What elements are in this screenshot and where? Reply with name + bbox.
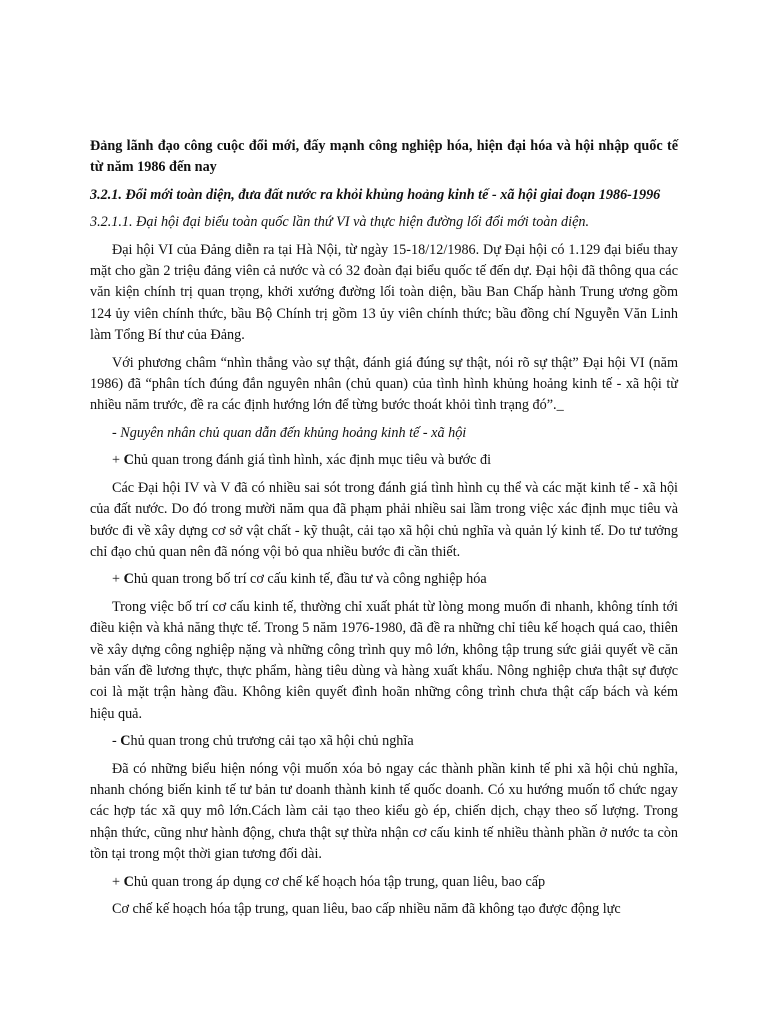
paragraph-motto: Với phương châm “nhìn thẳng vào sự thật, đánh giá đúng sự thật, nói rõ sự thật” Đại hội VI (năm 1986) đã “phân tích đúng đắn nguyên nhân (chủ quan) của tình hình khủng hoảng kinh tế - xã hội từ nhiều năm trước, đề ra các định hướng lớn để từng bước thoát khỏi tình trạng đó”._ bbox=[90, 354, 678, 414]
bullet-text: hủ quan trong chủ trương cải tạo xã hội chủ nghĩa bbox=[130, 733, 414, 750]
paragraph-congress-vi: Đại hội VI của Đảng diễn ra tại Hà Nội, từ ngày 15-18/12/1986. Dự Đại hội có 1.129 đại biểu thay mặt cho gần 2 triệu đảng viên cả nước và có 32 đoàn đại biểu quốc tế đến dự. Đại hội đã thông qua các văn kiện chính trị quan trọng, khởi xướng đường lối toàn diện, bầu Ban Chấp hành Trung ương gồm 124 ủy viên chính thức, bầu Bộ Chính trị gồm 13 ủy viên chính thức; bầu đồng chí Nguyễn Văn Linh làm Tổng Bí thư của Đảng. bbox=[90, 241, 678, 344]
bullet-initial: C bbox=[123, 452, 134, 469]
cause-heading: - Nguyên nhân chủ quan dẫn đến khủng hoảng kinh tế - xã hội bbox=[112, 424, 467, 441]
section-heading-3-2-1-1: 3.2.1.1. Đại hội đại biểu toàn quốc lần thứ VI và thực hiện đường lối đổi mới toàn diện. bbox=[90, 214, 590, 231]
paragraph-assessment: Các Đại hội IV và V đã có nhiều sai sót trong đánh giá tình hình cụ thể và các mặt kinh tế - xã hội của đất nước. Do đó trong mười năm qua đã phạm phải nhiều sai lầm trong việc xác định mục tiêu và bước đi về xây dựng cơ sở vật chất - kỹ thuật, cải tạo xã hội chủ nghĩa và quản lý kinh tế. Do tư tưởng chỉ đạo chủ quan nên đã nóng vội bỏ qua nhiều bước đi cần thiết. bbox=[90, 479, 678, 560]
bullet-initial: C bbox=[120, 733, 131, 750]
bullet-text: hủ quan trong bố trí cơ cấu kinh tế, đầu tư và công nghiệp hóa bbox=[133, 571, 487, 588]
bullet-text: hủ quan trong đánh giá tình hình, xác định mục tiêu và bước đi bbox=[133, 452, 492, 469]
paragraph-reform: Đã có những biểu hiện nóng vội muốn xóa bỏ ngay các thành phần kinh tế phi xã hội chủ nghĩa, nhanh chóng biến kinh tế tư bản tư doanh thành kinh tế quốc doanh. Có xu hướng muốn tổ chức ngay các hợp tác xã quy mô lớn.Cách làm cải tạo theo kiểu gò ép, chiến dịch, chạy theo số lượng. Trong nhận thức, cũng như hành động, chưa thật sự thừa nhận cơ cấu kinh tế nhiều thành phần ở nước ta còn tồn tại trong một thời gian tương đối dài. bbox=[90, 760, 678, 863]
bullet-text: hủ quan trong áp dụng cơ chế kế hoạch hóa tập trung, quan liêu, bao cấp bbox=[133, 873, 546, 890]
bullet-assessment bbox=[90, 450, 678, 471]
bullet-planning bbox=[90, 872, 678, 893]
paragraph-planning: Cơ chế kế hoạch hóa tập trung, quan liêu, bao cấp nhiều năm đã không tạo được động lực bbox=[112, 901, 621, 917]
bullet-initial: C bbox=[123, 873, 134, 890]
paragraph-structure: Trong việc bố trí cơ cấu kinh tế, thường chỉ xuất phát từ lòng mong muốn đi nhanh, không tính tới điều kiện và khả năng thực tế. Trong 5 năm 1976-1980, đã đề ra những chỉ tiêu kế hoạch quá cao, thiên về xây dựng công nghiệp nặng và những công trình quy mô lớn, không tập trung sức giải quyết về căn bản vấn đề lương thực, thực phẩm, hàng tiêu dùng và hàng xuất khẩu. Nông nghiệp chưa thật sự được coi là mặt trận hàng đầu. Không kiên quyết đình hoãn những công trình chưa thật cấp bách và kém hiệu quả. bbox=[90, 598, 678, 722]
bullet-structure bbox=[90, 569, 678, 590]
bullet-marker: + bbox=[112, 452, 124, 469]
section-heading-3-2-1: 3.2.1. Đổi mới toàn diện, đưa đất nước ra khỏi khủng hoảng kinh tế - xã hội giai đoạn 1986-1996 bbox=[90, 186, 661, 203]
bullet-reform bbox=[90, 731, 678, 752]
document-page bbox=[90, 136, 678, 926]
bullet-marker: + bbox=[112, 571, 124, 588]
bullet-marker: - bbox=[112, 733, 121, 750]
bullet-initial: C bbox=[123, 571, 134, 588]
bullet-marker: + bbox=[112, 873, 124, 890]
document-title: Đảng lãnh đạo công cuộc đổi mới, đấy mạnh công nghiệp hóa, hiện đại hóa và hội nhập quốc tế từ năm 1986 đến nay bbox=[90, 138, 678, 176]
